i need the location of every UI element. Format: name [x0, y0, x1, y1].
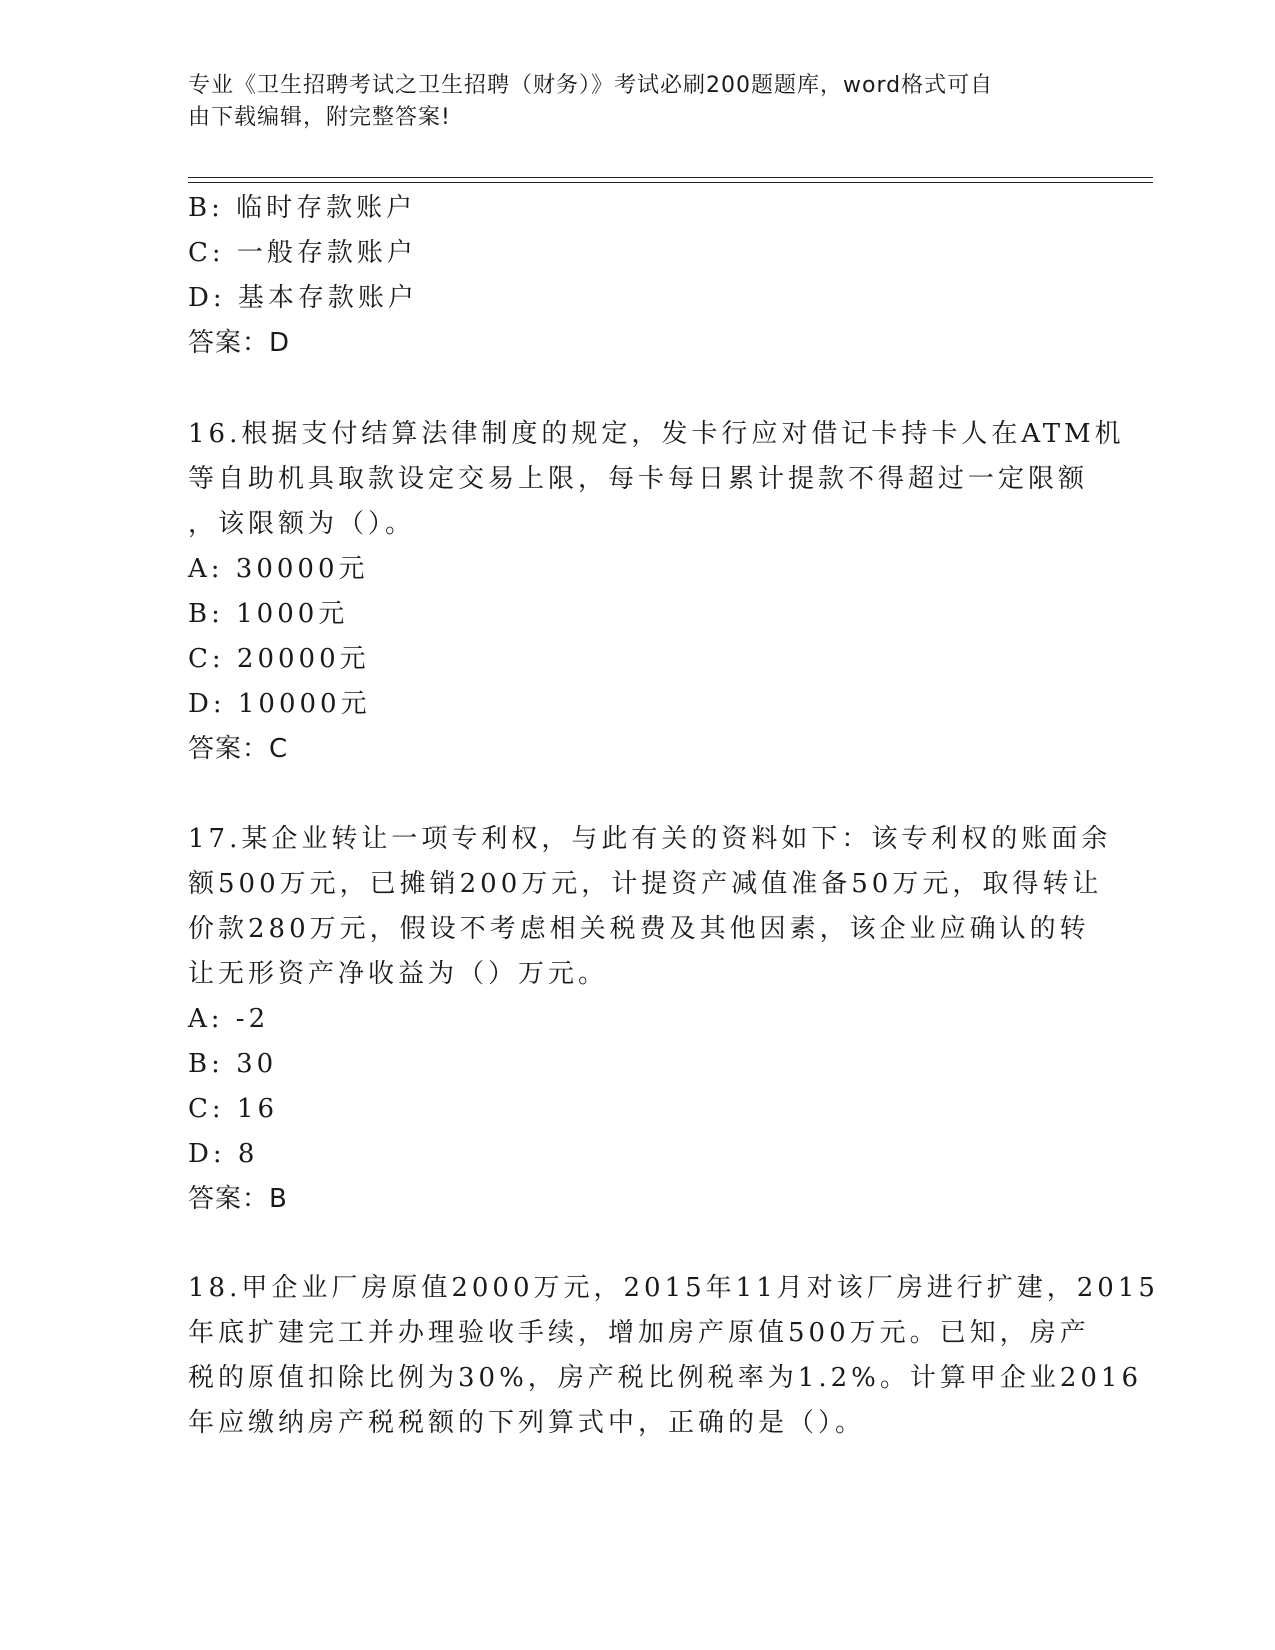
- q17-option-d: D: 8: [188, 1139, 259, 1169]
- q17-option-a: A: -2: [188, 1004, 270, 1034]
- q16-option-d: D: 10000元: [188, 689, 371, 719]
- q17-option-c: C: 16: [188, 1094, 279, 1124]
- q18-stem-line-4: 年应缴纳房产税税额的下列算式中，正确的是（）。: [188, 1408, 866, 1438]
- header-line-1: 专业《卫生招聘考试之卫生招聘（财务）》考试必刷200题题库，word格式可自: [188, 73, 994, 98]
- q16-stem-line-1: 16.根据支付结算法律制度的规定，发卡行应对借记卡持卡人在ATM机: [188, 419, 1125, 449]
- q17-stem-line-1: 17.某企业转让一项专利权，与此有关的资料如下：该专利权的账面余: [188, 824, 1112, 854]
- q16-stem-line-3: ，该限额为（）。: [188, 509, 416, 539]
- q16-answer: 答案：C: [188, 734, 289, 764]
- q16-option-b: B: 1000元: [188, 599, 349, 629]
- q16-option-a: A: 30000元: [188, 554, 369, 584]
- q17-answer: 答案：B: [188, 1184, 288, 1214]
- q16-stem-line-2: 等自助机具取款设定交易上限，每卡每日累计提款不得超过一定限额: [188, 464, 1089, 494]
- q17-stem-line-2: 额500万元，已摊销200万元，计提资产减值准备50万元，取得转让: [188, 869, 1103, 899]
- q17-stem-line-3: 价款280万元，假设不考虑相关税费及其他因素，该企业应确认的转: [188, 914, 1090, 944]
- header-divider-top: [188, 177, 1153, 178]
- header-line-2: 由下载编辑，附完整答案!: [188, 105, 451, 130]
- q18-stem-line-1: 18.甲企业厂房原值2000万元，2015年11月对该厂房进行扩建，2015: [188, 1273, 1159, 1303]
- q15-option-d: D: 基本存款账户: [188, 283, 418, 313]
- q15-answer: 答案：D: [188, 328, 291, 358]
- q17-stem-line-4: 让无形资产净收益为（）万元。: [188, 959, 609, 989]
- q18-stem-line-3: 税的原值扣除比例为30%，房产税比例税率为1.2%。计算甲企业2016: [188, 1363, 1143, 1393]
- q18-stem-line-2: 年底扩建完工并办理验收手续，增加房产原值500万元。已知，房产: [188, 1318, 1090, 1348]
- document-header: [188, 70, 1068, 134]
- header-divider-bottom: [188, 182, 1153, 183]
- q16-option-c: C: 20000元: [188, 644, 370, 674]
- q15-option-b: B: 临时存款账户: [188, 193, 417, 223]
- q15-option-c: C: 一般存款账户: [188, 238, 417, 268]
- q17-option-b: B: 30: [188, 1049, 278, 1079]
